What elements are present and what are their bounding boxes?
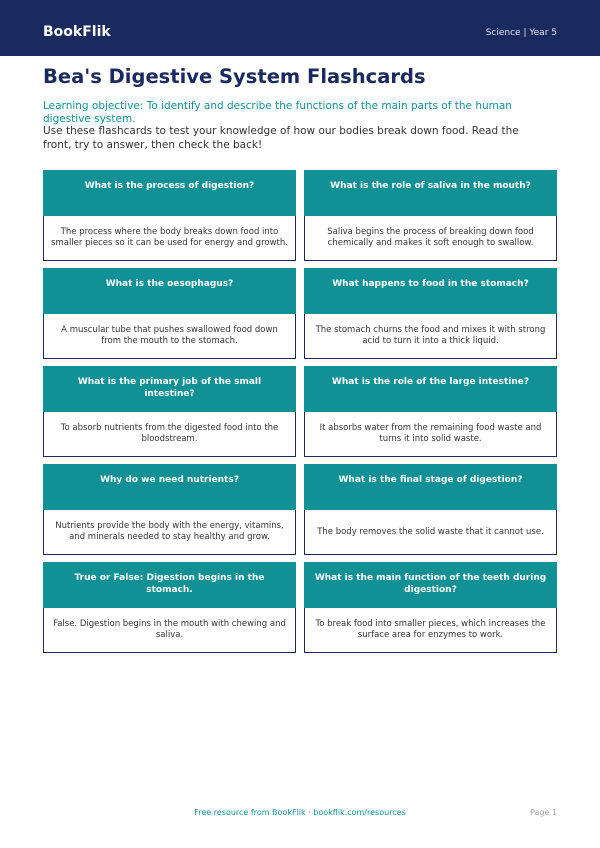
subject-year: Science | Year 5 — [485, 28, 557, 38]
page-title: Bea's Digestive System Flashcards — [43, 65, 426, 88]
flashcard-question: What is the final stage of digestion? — [304, 464, 557, 510]
flashcard-answer: It absorbs water from the remaining food waste and turns it into solid waste. — [304, 412, 557, 457]
flashcard-question: What is the oesophagus? — [43, 268, 296, 314]
flashcard-question: What is the primary job of the small intestine? — [43, 366, 296, 412]
brand-logo[interactable]: BookFlik — [43, 24, 111, 40]
flashcard-answer: To break food into smaller pieces, which increases the surface area for enzymes to work. — [304, 608, 557, 653]
flashcard-grid — [43, 170, 557, 653]
flashcard — [43, 464, 296, 555]
flashcard — [304, 464, 557, 555]
flashcard-question: What happens to food in the stomach? — [304, 268, 557, 314]
intro-text: Use these flashcards to test your knowledge of how our bodies break down food. Read the front, try to answer, then check the back! — [43, 125, 519, 151]
flashcard-answer: The stomach churns the food and mixes it with strong acid to turn it into a thick liquid. — [304, 314, 557, 359]
flashcard-question: What is the role of saliva in the mouth? — [304, 170, 557, 216]
flashcard-answer: A muscular tube that pushes swallowed food down from the mouth to the stomach. — [43, 314, 296, 359]
flashcard-answer: To absorb nutrients from the digested food into the bloodstream. — [43, 412, 296, 457]
flashcard-question: What is the process of digestion? — [43, 170, 296, 216]
flashcard-answer: The body removes the solid waste that it cannot use. — [304, 510, 557, 555]
flashcard-question: What is the main function of the teeth during digestion? — [304, 562, 557, 608]
flashcard — [43, 170, 296, 261]
flashcard — [304, 562, 557, 653]
flashcard-question: True or False: Digestion begins in the stomach. — [43, 562, 296, 608]
flashcard-question: What is the role of the large intestine? — [304, 366, 557, 412]
flashcard — [43, 268, 296, 359]
flashcard-answer: The process where the body breaks down food into smaller pieces so it can be used for energy and growth. — [43, 216, 296, 261]
top-banner — [0, 0, 600, 56]
flashcard — [304, 170, 557, 261]
flashcard — [43, 366, 296, 457]
flashcard-answer: Saliva begins the process of breaking down food chemically and makes it soft enough to swallow. — [304, 216, 557, 261]
flashcard-answer: Nutrients provide the body with the energy, vitamins, and minerals needed to stay healthy and grow. — [43, 510, 296, 555]
flashcard — [304, 268, 557, 359]
flashcard-question: Why do we need nutrients? — [43, 464, 296, 510]
page-number: Page 1 — [530, 808, 557, 817]
flashcard — [304, 366, 557, 457]
flashcard — [43, 562, 296, 653]
learning-objective: Learning objective: To identify and describe the functions of the main parts of the human digestive system. — [43, 100, 512, 125]
footer-resource-link[interactable]: Free resource from BookFlik · bookflik.com/resources — [194, 808, 406, 817]
flashcard-answer: False. Digestion begins in the mouth with chewing and saliva. — [43, 608, 296, 653]
